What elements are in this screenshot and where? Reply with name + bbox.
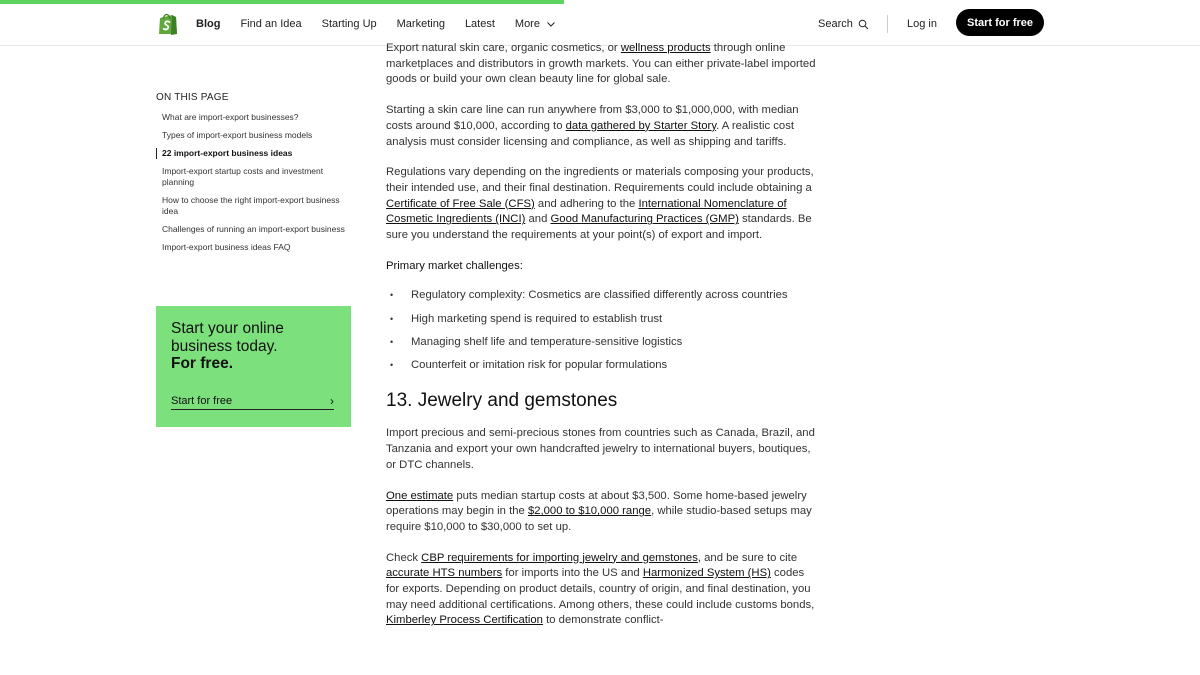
link-harmonized-system[interactable]: Harmonized System (HS): [642, 567, 771, 580]
link-cost-range[interactable]: $2,000 to $10,000 range: [527, 505, 652, 518]
list-item: • High marketing spend is required to establish trust: [386, 312, 818, 328]
paragraph: Starting a skin care line can run anywhere from $3,000 to $1,000,000, with median costs around $10,000, according to data gathered by Starter Story. A realistic cost analysis must consider licensing and compliance, as well as shipping and tariffs.: [386, 104, 799, 148]
chevron-right-icon: ›: [330, 394, 334, 408]
toc-item[interactable]: What are import-export businesses?: [162, 112, 299, 122]
chevron-down-icon: [546, 19, 556, 29]
link-one-estimate[interactable]: One estimate: [386, 489, 454, 502]
login-link[interactable]: Log in: [907, 18, 937, 30]
site-header: [0, 4, 1200, 46]
cta-line-1: Start your online: [171, 320, 284, 337]
link-cfs[interactable]: Certificate of Free Sale (CFS): [386, 197, 535, 210]
shopify-logo-icon[interactable]: [157, 12, 179, 36]
challenges-label: Primary market challenges:: [386, 259, 523, 272]
list-item: • Counterfeit or imitation risk for popular formulations: [386, 358, 818, 374]
link-kimberley-process[interactable]: Kimberley Process Certification: [386, 614, 543, 627]
nav-more-label: More: [514, 18, 540, 30]
link-starter-story[interactable]: data gathered by Starter Story: [565, 119, 717, 132]
toc-item[interactable]: Challenges of running an import-export business: [162, 224, 345, 234]
search-button[interactable]: [818, 4, 869, 44]
search-icon: [858, 19, 869, 30]
paragraph: Check CBP requirements for importing jewelry and gemstones, and be sure to cite accurate HTS numbers for imports into the US and Harmonized System (HS) codes for exports. Depending on product details, country of origin, and final destination, you may need additional certifications. Among others, these could include customs bonds, Kimberley Process Certification to demonstrate conflict-: [386, 551, 815, 627]
list-item: • Regulatory complexity: Cosmetics are classified differently across countries: [386, 288, 818, 304]
challenges-list: [386, 288, 818, 373]
cta-line-3: For free.: [171, 355, 234, 372]
section-heading: 13. Jewelry and gemstones: [386, 390, 618, 412]
toc-item[interactable]: Import-export startup costs and investment planning: [162, 166, 324, 187]
cta-start-link[interactable]: [171, 395, 334, 410]
link-cbp-requirements[interactable]: CBP requirements for importing jewelry and gemstones: [421, 551, 698, 564]
search-label: Search: [818, 18, 853, 30]
nav-find-an-idea[interactable]: Find an Idea: [240, 18, 302, 30]
nav-more[interactable]: [515, 18, 556, 30]
start-business-cta: [156, 306, 351, 427]
paragraph: Import precious and semi-precious stones from countries such as Canada, Brazil, and Tanzania and export your own handcrafted jewelry to international buyers, boutiques, or DTC channels.: [386, 427, 815, 471]
toc-item[interactable]: How to choose the right import-export business idea: [162, 195, 340, 216]
nav-marketing[interactable]: Marketing: [396, 18, 445, 30]
link-hts-numbers[interactable]: accurate HTS numbers: [386, 567, 503, 580]
article-body: [386, 41, 818, 644]
nav-blog[interactable]: Blog: [196, 18, 221, 30]
main-nav: [196, 4, 576, 44]
list-item: • Managing shelf life and temperature-sensitive logistics: [386, 335, 818, 351]
link-wellness-products[interactable]: wellness products: [620, 42, 711, 54]
table-of-contents: [156, 92, 356, 260]
nav-latest[interactable]: Latest: [464, 18, 495, 30]
header-divider: [887, 15, 888, 33]
start-for-free-button[interactable]: Start for free: [956, 9, 1044, 36]
paragraph: One estimate puts median startup costs at about $3,500. Some home-based jewelry operations may begin in the $2,000 to $10,000 range, while studio-based setups may require $10,000 to $30,000 to set up.: [386, 489, 812, 533]
paragraph: Export natural skin care, organic cosmetics, or wellness products through online marketplaces and distributors in growth markets. You can either private-label imported goods or build your own clean beauty line for global sale.: [386, 42, 816, 86]
toc-item[interactable]: Import-export business ideas FAQ: [162, 242, 291, 252]
link-inci[interactable]: International Nomenclature of Cosmetic Ingredients (INCI): [386, 197, 787, 226]
nav-starting-up[interactable]: Starting Up: [321, 18, 377, 30]
paragraph: Regulations vary depending on the ingredients or materials composing your products, their intended use, and their final destination. Requirements could include obtaining a Certificate of Free Sale (CFS) and adhering to the International Nomenclature of Cosmetic Ingredients (INCI) and Good Manufacturing Practices (GMP) standards. Be sure you understand the requirements at your point(s) of export and import.: [386, 166, 814, 242]
cta-link-label: Start for free: [171, 395, 233, 407]
toc-item[interactable]: Types of import-export business models: [162, 130, 313, 140]
toc-item-active[interactable]: 22 import-export business ideas: [156, 148, 356, 159]
toc-title: ON THIS PAGE: [156, 92, 229, 103]
link-gmp[interactable]: Good Manufacturing Practices (GMP): [550, 213, 739, 226]
cta-heading: [171, 320, 284, 373]
cta-line-2: business today.: [171, 337, 278, 355]
